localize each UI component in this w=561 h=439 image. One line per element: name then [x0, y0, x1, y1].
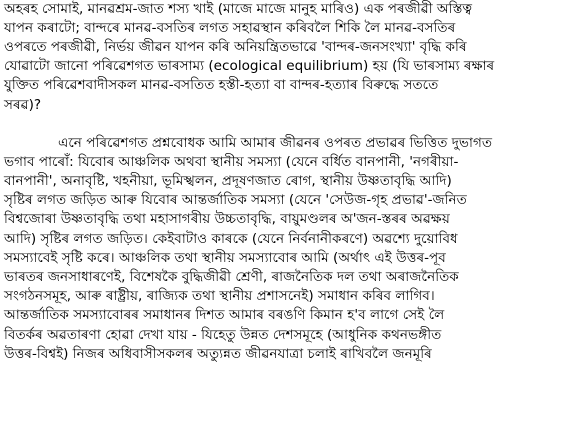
paragraph-2-line: বিতৰ্কৰ অৱতাৰণা হোৱা দেখা যায় - যিহেতু উন্নত দেশসমূহে (আধুনিক কথনভঙ্গীত [4, 327, 442, 343]
paragraph-1-line: অহৰহ সোমাই, মানৱশ্ৰম-জাত শস্য খাই (মাজে মাজে মানুহ মাৰিও) এক পৰজীৱী অস্তিত্ব [4, 1, 473, 17]
paragraph-2-line: ভাৰতৰ জনসাধাৰণেই, বিশেষকৈ বুদ্ধিজীৱী শ্ৰেণী, ৰাজনৈতিক দল তথা অৰাজনৈতিক [4, 269, 459, 285]
paragraph-2-line: এনে পৰিৱেশগত প্ৰশ্নবোধক আমি আমাৰ জীৱনৰ ওপৰত প্ৰভাৱৰ ভিত্তিত দুভাগত [58, 135, 493, 151]
paragraph-2-line: আন্তৰ্জাতিক সমস্যাবোৰৰ সমাধানৰ দিশত আমাৰ বৰঙণি কিমান হ'ব লাগে সেই লৈ [4, 307, 445, 323]
paragraph-2-line: সমস্যাবেই সৃষ্টি কৰে। আঞ্চলিক তথা স্থানীয় সমস্যাবোৰ আমি (অৰ্থাৎ এই উত্তৰ-পূব [4, 250, 446, 266]
paragraph-2-line: ভগাব পাৰোঁ: যিবোৰ আঞ্চলিক অথবা স্থানীয় সমস্যা (যেনে বৰ্ধিত বানপানী, 'নগৰীয়া- [4, 154, 459, 170]
paragraph-2-line: বানপানী', অনাবৃষ্টি, খহনীয়া, ভূমিস্খলন, প্ৰদূষণজাত ৰোগ, স্থানীয় উষ্ণতাবৃদ্ধি আদি) [4, 173, 452, 189]
paragraph-2-line: সংগঠনসমূহ, আৰু ৰাষ্ট্ৰীয়, ৰাজ্যিক তথা স্থানীয় প্ৰশাসনেই) সমাধান কৰিব লাগিব। [4, 288, 435, 304]
paragraph-1-line: যোৱাটো জানো পৰিৱেশগত ভাৰসাম্য (ecological equilibrium) হয় (যি ভাৰসাম্য ৰক্ষাৰ [4, 58, 495, 74]
paragraph-2-line: বিশ্বজোৰা উষ্ণতাবৃদ্ধি তথা মহাসাগৰীয় উচ্চতাবৃদ্ধি, বায়ুমণ্ডলৰ অ'জন-স্তৰৰ অৱক্ষয় [4, 211, 450, 227]
paragraph-1-line: ওপৰতে পৰজীৱী, নিৰ্ভয় জীৱন যাপন কৰি অনিয়ন্ত্ৰিতভাৱে 'বান্দৰ-জনসংখ্যা' বৃদ্ধি কৰি [4, 39, 467, 55]
paragraph-1-line: সৰৱ)? [4, 97, 42, 113]
paragraph-1-line: যুক্তিত পৰিৱেশবাদীসকল মানৱ-বসতিত হস্তী-হত্যা বা বান্দৰ-হত্যাৰ বিৰুদ্ধে সততে [4, 77, 439, 93]
paragraph-1-line: যাপন কৰাটো; বান্দৰে মানৱ-বসতিৰ লগত সহাৱস্থান কৰিবলৈ শিকি লৈ মানৱ-বসতিৰ [4, 20, 456, 36]
paragraph-2-line: আদি) সৃষ্টিৰ লগত জড়িত। কেইবাটাও কাৰকে (যেনে নিৰ্বনানীকৰণে) অৱশ্যে দুয়োবিধ [4, 231, 458, 247]
paragraph-2-line: উত্তৰ-বিশ্বই) নিজৰ অধিবাসীসকলৰ অত্যুন্নত জীৱনযাত্ৰা চলাই ৰাখিবলৈ জনমূৰি [4, 346, 432, 362]
paragraph-2-line: সৃষ্টিৰ লগত জড়িত আৰু যিবোৰ আন্তৰ্জাতিক সমস্যা (যেনে 'সেউজ-গৃহ প্ৰভাৱ'-জনিত [4, 192, 467, 208]
